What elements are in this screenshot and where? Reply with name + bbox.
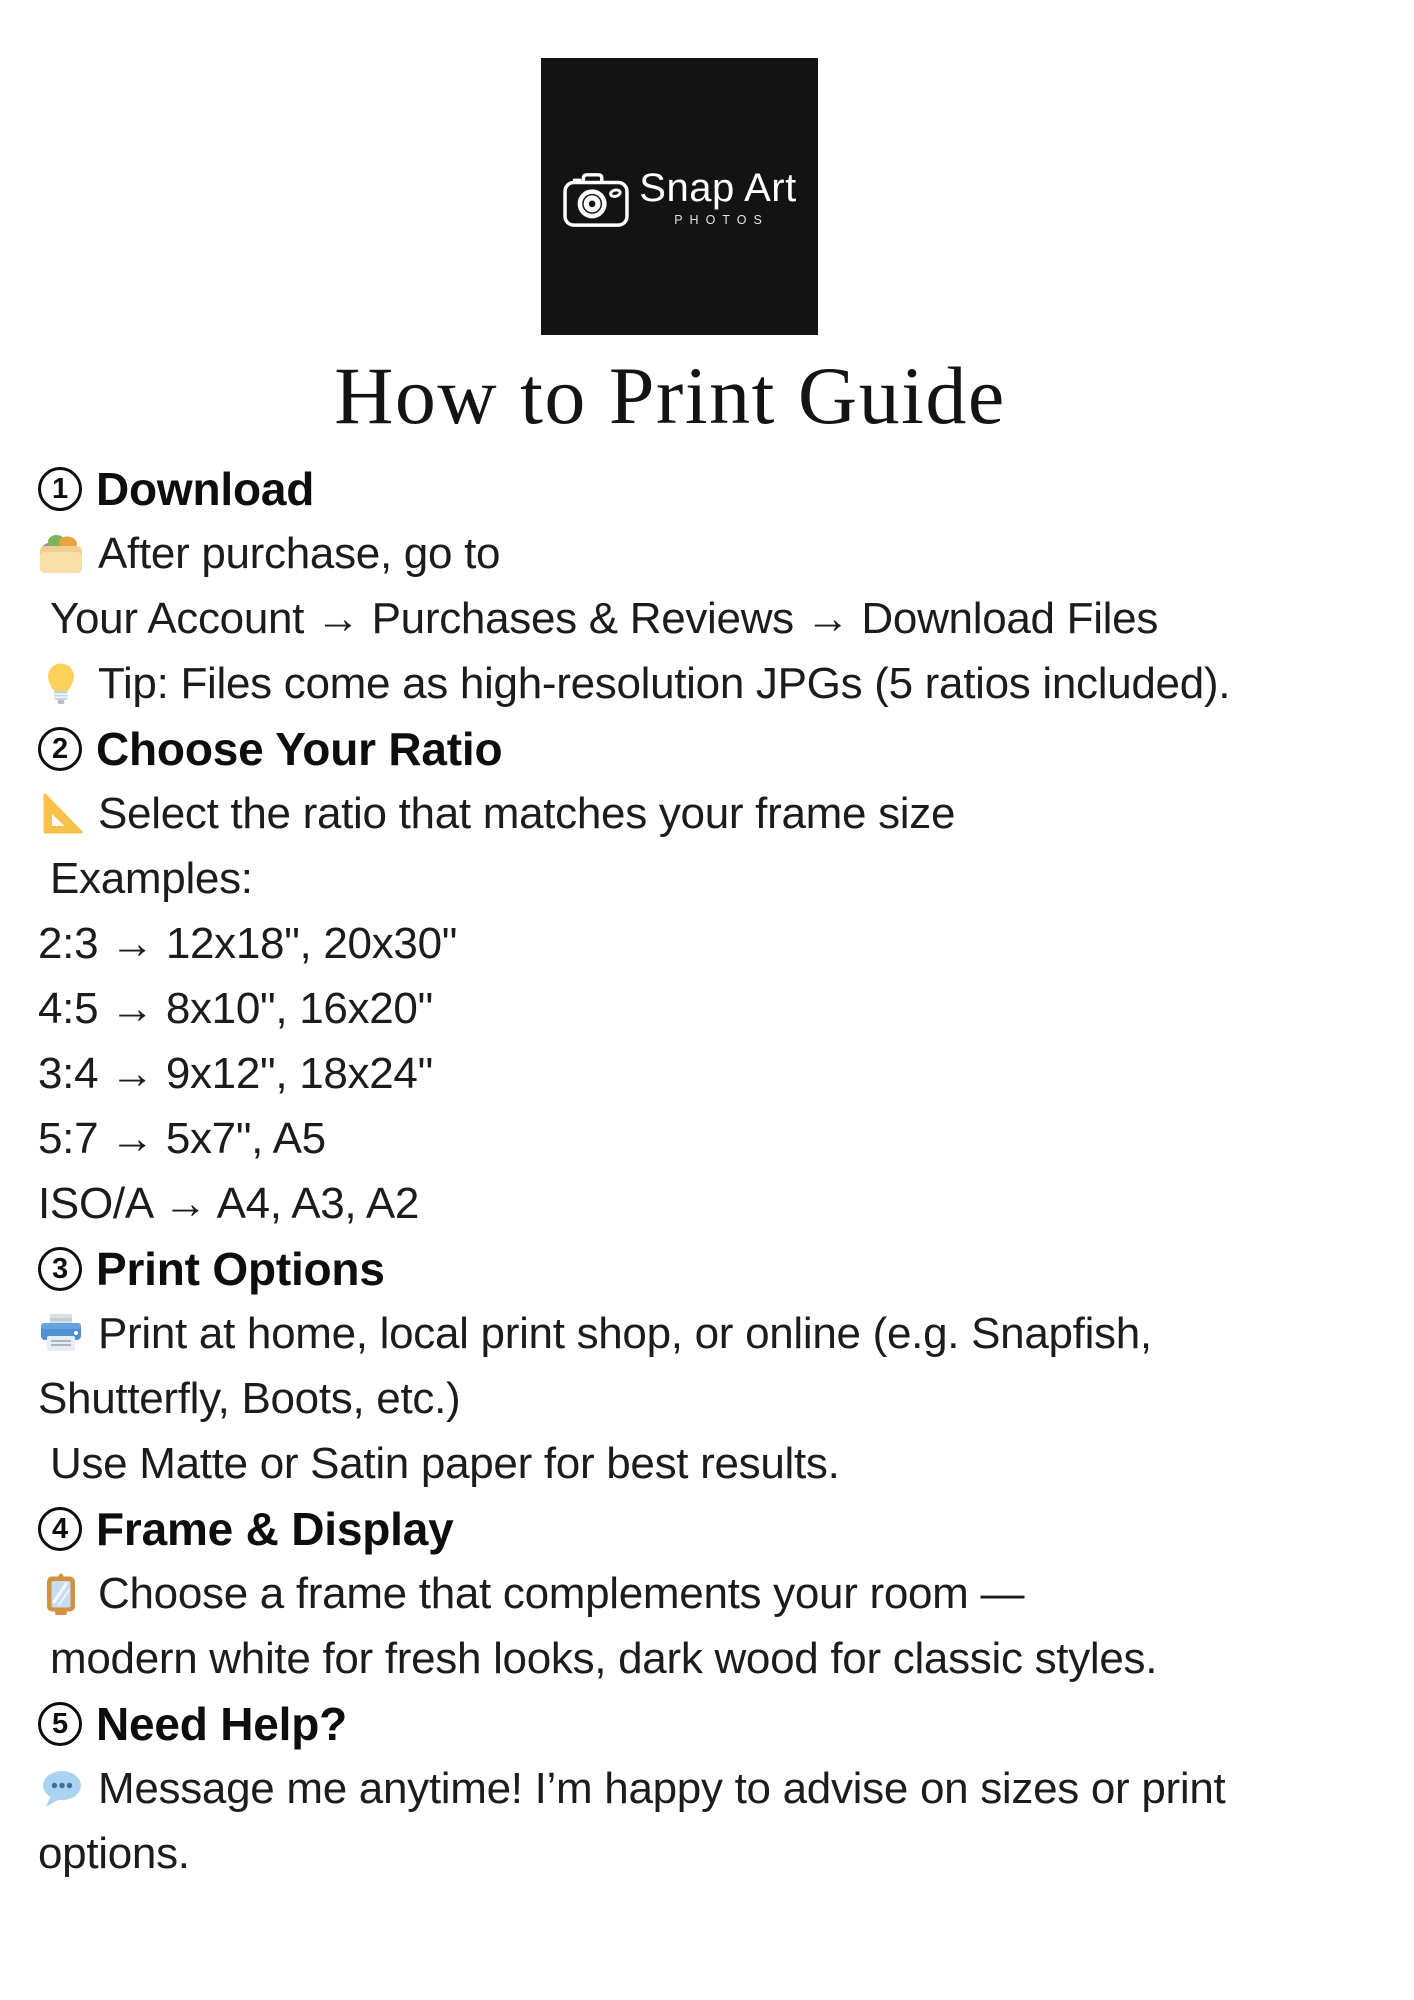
line-text: modern white for fresh looks, dark wood for classic styles. <box>50 1633 1158 1683</box>
section-heading-choose-ratio <box>38 716 1400 781</box>
line-text: Message me anytime! I’m happy to advise on sizes or print <box>98 1763 1226 1813</box>
brand-name: Snap Art <box>639 165 797 210</box>
guide-line <box>38 781 1400 846</box>
brand-logo <box>541 58 818 335</box>
line-text: Select the ratio that matches your frame size <box>98 788 956 838</box>
line-text: Use Matte or Satin paper for best results. <box>50 1438 840 1488</box>
section-title: Print Options <box>96 1242 385 1295</box>
guide-line <box>38 1561 1400 1626</box>
circled-number-5: 5 <box>38 1702 82 1746</box>
line-text: Shutterfly, Boots, etc.) <box>38 1373 461 1423</box>
line-text: Examples: <box>50 853 253 903</box>
brand-subtitle: PHOTOS <box>674 212 769 227</box>
line-text: Choose a frame that complements your room — <box>98 1568 1025 1618</box>
guide-line-ratio <box>38 911 1400 976</box>
line-text: 5:7 → 5x7", A5 <box>38 1113 326 1163</box>
section-heading-need-help <box>38 1691 1400 1756</box>
line-text: Your Account → Purchases & Reviews → Download Files <box>50 593 1159 643</box>
guide-line <box>38 521 1400 586</box>
guide-line <box>38 1821 1400 1886</box>
logo-row <box>562 165 796 229</box>
speech-balloon-icon <box>38 1766 84 1812</box>
section-title: Choose Your Ratio <box>96 722 503 775</box>
line-text: options. <box>38 1828 190 1878</box>
line-text: 4:5 → 8x10", 16x20" <box>38 983 433 1033</box>
guide-line <box>38 1301 1400 1366</box>
guide-line-ratio <box>38 1041 1400 1106</box>
triangular-ruler-icon <box>38 791 84 837</box>
logo-text <box>639 167 796 227</box>
line-text: 2:3 → 12x18", 20x30" <box>38 918 458 968</box>
card-index-dividers-icon <box>38 531 84 577</box>
guide-content <box>38 456 1400 1886</box>
guide-line-ratio <box>38 1106 1400 1171</box>
camera-icon <box>562 169 630 229</box>
guide-line <box>38 1626 1400 1691</box>
circled-number-4: 4 <box>38 1507 82 1551</box>
mirror-icon <box>38 1571 84 1617</box>
line-text: After purchase, go to <box>98 528 501 578</box>
section-title: Download <box>96 462 315 515</box>
guide-line <box>38 1431 1400 1496</box>
section-title: Frame & Display <box>96 1502 454 1555</box>
guide-line <box>38 1366 1400 1431</box>
line-text: Tip: Files come as high-resolution JPGs (5 ratios included). <box>98 658 1231 708</box>
light-bulb-icon <box>38 661 84 707</box>
section-heading-frame-display <box>38 1496 1400 1561</box>
page-title: How to Print Guide <box>334 350 1006 441</box>
guide-line <box>38 586 1400 651</box>
circled-number-2: 2 <box>38 727 82 771</box>
line-text: ISO/A → A4, A3, A2 <box>38 1178 420 1228</box>
section-title: Need Help? <box>96 1697 348 1750</box>
printer-icon <box>38 1311 84 1357</box>
line-text: Print at home, local print shop, or online (e.g. Snapfish, <box>98 1308 1152 1358</box>
guide-line <box>38 846 1400 911</box>
section-heading-print-options <box>38 1236 1400 1301</box>
circled-number-1: 1 <box>38 467 82 511</box>
guide-line <box>38 651 1400 716</box>
line-text: 3:4 → 9x12", 18x24" <box>38 1048 433 1098</box>
guide-line-ratio <box>38 976 1400 1041</box>
section-heading-download <box>38 456 1400 521</box>
guide-line-ratio <box>38 1171 1400 1236</box>
circled-number-3: 3 <box>38 1247 82 1291</box>
guide-line <box>38 1756 1400 1821</box>
